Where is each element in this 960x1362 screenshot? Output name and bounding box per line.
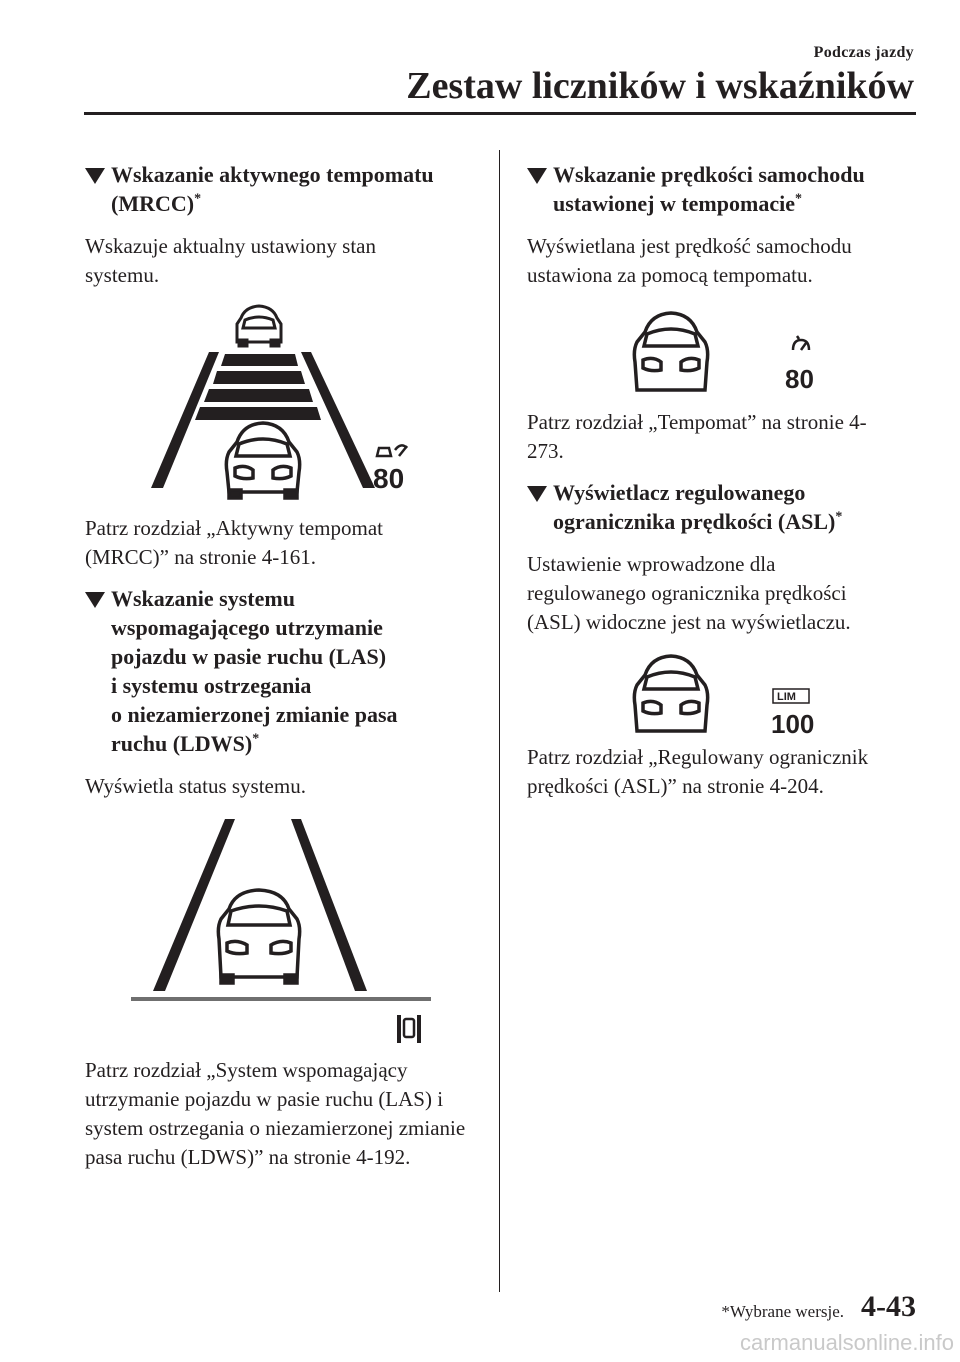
section-heading-mrcc: Wskazanie aktywnego tempomatu (MRCC)* xyxy=(85,160,480,218)
section-reference: Patrz rozdział „Regulowany ogranicznik prędkości (ASL)” na stronie 4-204. xyxy=(527,745,869,798)
section-body: Wskazuje aktualny ustawiony stan systemu. xyxy=(85,234,377,287)
car-rear-icon xyxy=(634,656,707,731)
section-body: Wyświetlana jest prędkość samochodu ustawiona za pomocą tempomatu. xyxy=(527,234,852,287)
footer-note: *Wybrane wersje. xyxy=(721,1302,844,1321)
car-rear-icon xyxy=(634,313,707,390)
car-rear-icon xyxy=(218,890,299,983)
cruise-figure xyxy=(527,308,922,402)
section-body: Ustawienie wprowadzone dla regulowanego ogranicznika prędkości (ASL) widoczne jest na wyświetlaczu. xyxy=(527,552,851,634)
lim-label: LIM xyxy=(777,691,796,703)
section-reference: Patrz rozdział „Tempomat” na stronie 4-273. xyxy=(527,410,867,463)
las-illustration xyxy=(85,819,480,1054)
triangle-bullet-icon xyxy=(527,168,547,184)
cruise-speed-value: 80 xyxy=(785,364,814,394)
left-column xyxy=(85,160,480,1172)
watermark: carmanualsonline.info xyxy=(739,1330,954,1355)
asl-figure xyxy=(527,653,922,737)
column-divider xyxy=(499,150,500,1292)
section-reference: Patrz rozdział „Aktywny tempomat (MRCC)” na stronie 4-161. xyxy=(85,516,383,569)
page-number: 4-43 xyxy=(861,1290,916,1323)
page-title: Zestaw liczników i wskaźników xyxy=(406,65,914,107)
front-car-icon xyxy=(237,306,281,346)
asl-speed-value: 100 xyxy=(771,709,815,737)
asl-illustration xyxy=(527,653,922,737)
section-heading-cruise-speed: Wskazanie prędkości samochodu ustawionej w tempomacie* xyxy=(527,160,922,218)
triangle-bullet-icon xyxy=(85,168,105,184)
cruise-illustration xyxy=(527,308,922,402)
mrcc-figure xyxy=(85,302,480,502)
section-heading-asl: Wyświetlacz regulowanego ogranicznika prędkości (ASL)* xyxy=(527,478,922,536)
triangle-bullet-icon xyxy=(85,592,105,608)
mrcc-status-icon xyxy=(377,445,407,456)
section-heading-las-ldws: Wskazanie systemu wspomagającego utrzymanie pojazdu w pasie ruchu (LAS) i systemu ostrzegania o niezamierzonej zmianie pasa ruchu (LDWS)* xyxy=(85,584,480,758)
las-status-icon xyxy=(397,1015,421,1043)
section-reference: Patrz rozdział „System wspomagający utrzymanie pojazdu w pasie ruchu (LAS) i system ostrzegania o niezamierzonej zmianie pasa ruchu (LDWS)” na stronie 4-192. xyxy=(85,1058,466,1169)
car-rear-icon xyxy=(226,423,299,498)
las-figure xyxy=(85,819,480,1054)
mrcc-illustration xyxy=(85,302,480,502)
mrcc-speed-value: 80 xyxy=(373,463,405,494)
right-column xyxy=(527,160,922,801)
cruise-control-icon xyxy=(793,336,809,350)
header-rule xyxy=(84,112,916,115)
section-body: Wyświetla status systemu. xyxy=(85,774,306,798)
header-section: Podczas jazdy xyxy=(813,44,914,61)
triangle-bullet-icon xyxy=(527,486,547,502)
